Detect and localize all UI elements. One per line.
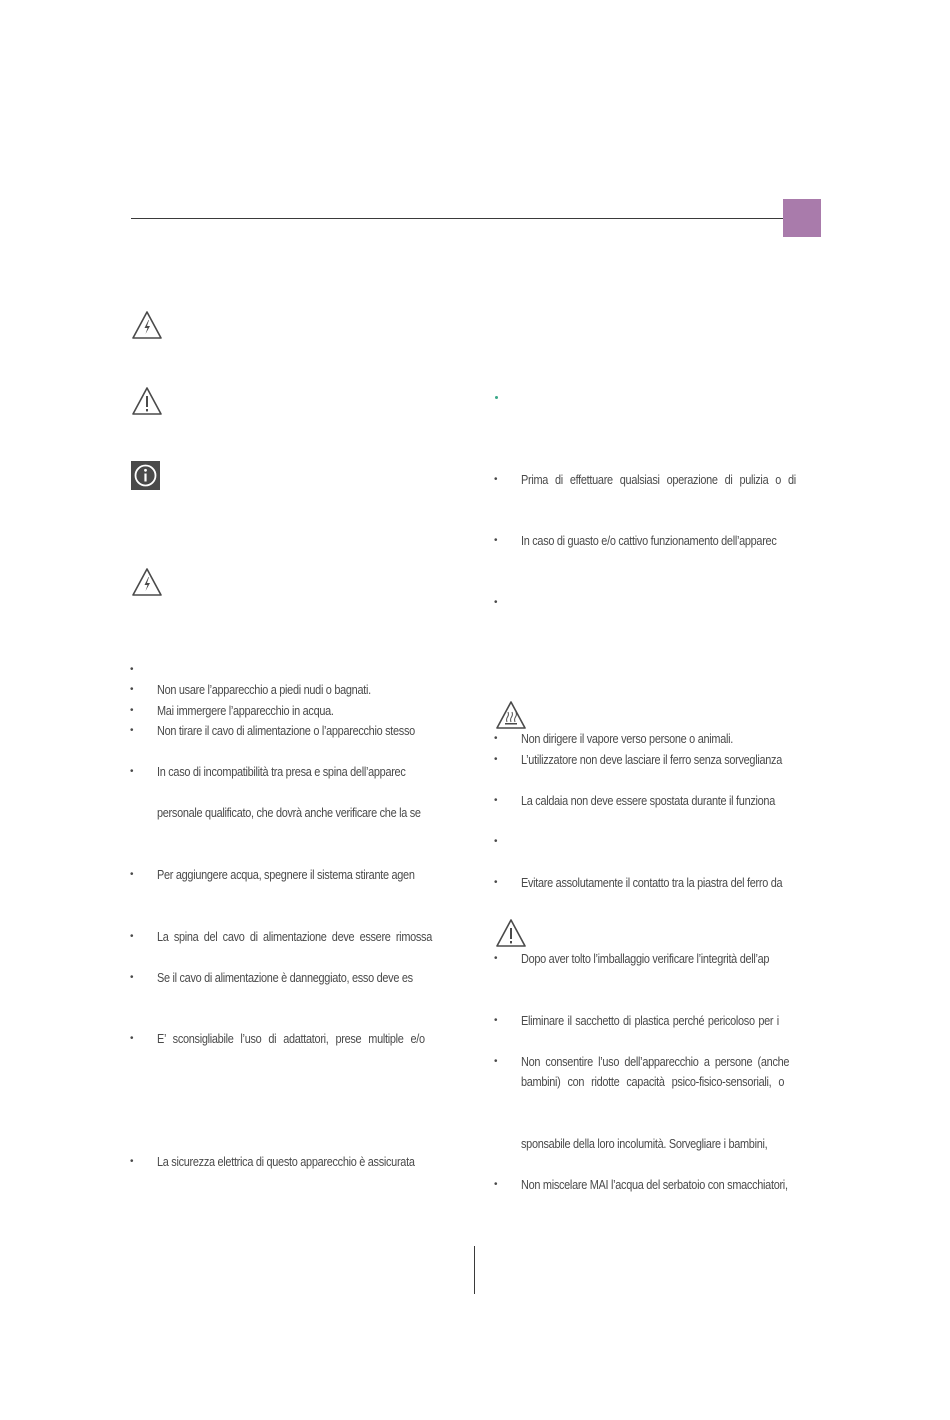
list-item: Evitare assolutamente il contatto tra la piastra del ferro da — [521, 875, 783, 890]
list-item: E’ sconsigliabile l’uso di adattatori, prese multiple e/o — [157, 1031, 425, 1046]
bullet-dot: • — [494, 474, 498, 485]
bullet-dot: • — [494, 836, 498, 847]
list-item: Non usare l’apparecchio a piedi nudi o bagnati. — [157, 682, 371, 697]
bullet-dot: • — [130, 1156, 134, 1167]
list-item: Prima di effettuare qualsiasi operazione di pulizia o di — [521, 472, 796, 487]
list-item: Non dirigere il vapore verso persone o animali. — [521, 731, 733, 746]
info-icon — [131, 461, 160, 490]
list-item: In caso di guasto e/o cattivo funzionamento dell’apparec — [521, 533, 777, 548]
electric-hazard-icon — [131, 566, 163, 598]
list-item: Eliminare il sacchetto di plastica perché pericoloso per i — [521, 1013, 779, 1028]
warning-icon — [131, 385, 163, 417]
bullet-dot: • — [130, 931, 134, 942]
electric-hazard-icon — [131, 309, 163, 341]
list-item: La spina del cavo di alimentazione deve essere rimossa — [157, 929, 433, 944]
list-item: L’utilizzatore non deve lasciare il ferro senza sorveglianza — [521, 752, 782, 767]
warning-icon — [495, 917, 527, 949]
bullet-dot: • — [130, 766, 134, 777]
bullet-dot: • — [494, 1015, 498, 1026]
list-item: Dopo aver tolto l’imballaggio verificare l’integrità dell’ap — [521, 951, 770, 966]
list-item: sponsabile della loro incolumità. Sorvegliare i bambini, — [521, 1136, 768, 1151]
hot-surface-icon — [495, 699, 527, 731]
list-item: Se il cavo di alimentazione è danneggiato, esso deve es — [157, 970, 413, 985]
bullet-dot: • — [130, 972, 134, 983]
list-item: personale qualificato, che dovrà anche verificare che la se — [157, 805, 421, 820]
column-divider — [474, 1246, 475, 1294]
green-marker-dot — [495, 396, 498, 399]
bullet-dot: • — [494, 877, 498, 888]
list-item: Non tirare il cavo di alimentazione o l’apparecchio stesso — [157, 723, 415, 738]
bullet-dot: • — [494, 754, 498, 765]
header-rule — [131, 218, 783, 219]
list-item: Non consentire l’uso dell’apparecchio a persone (anche — [521, 1054, 790, 1069]
section-color-tab — [783, 199, 821, 237]
list-item: La caldaia non deve essere spostata durante il funziona — [521, 793, 775, 808]
bullet-dot: • — [494, 733, 498, 744]
bullet-dot: • — [130, 869, 134, 880]
list-item: Per aggiungere acqua, spegnere il sistema stirante agen — [157, 867, 415, 882]
list-item: Non miscelare MAI l’acqua del serbatoio con smacchiatori, — [521, 1177, 788, 1192]
bullet-dot: • — [130, 684, 134, 695]
bullet-dot: • — [130, 664, 134, 675]
list-item: Mai immergere l’apparecchio in acqua. — [157, 703, 334, 718]
bullet-dot: • — [494, 597, 498, 608]
bullet-dot: • — [130, 725, 134, 736]
bullet-dot: • — [494, 795, 498, 806]
list-item: La sicurezza elettrica di questo apparecchio è assicurata — [157, 1154, 415, 1169]
bullet-dot: • — [494, 1179, 498, 1190]
bullet-dot: • — [494, 1056, 498, 1067]
list-item: bambini) con ridotte capacità psico-fisico-sensoriali, o — [521, 1074, 785, 1089]
bullet-dot: • — [494, 535, 498, 546]
bullet-dot: • — [130, 705, 134, 716]
bullet-dot: • — [494, 953, 498, 964]
list-item: In caso di incompatibilità tra presa e spina dell’apparec — [157, 764, 406, 779]
bullet-dot: • — [130, 1033, 134, 1044]
